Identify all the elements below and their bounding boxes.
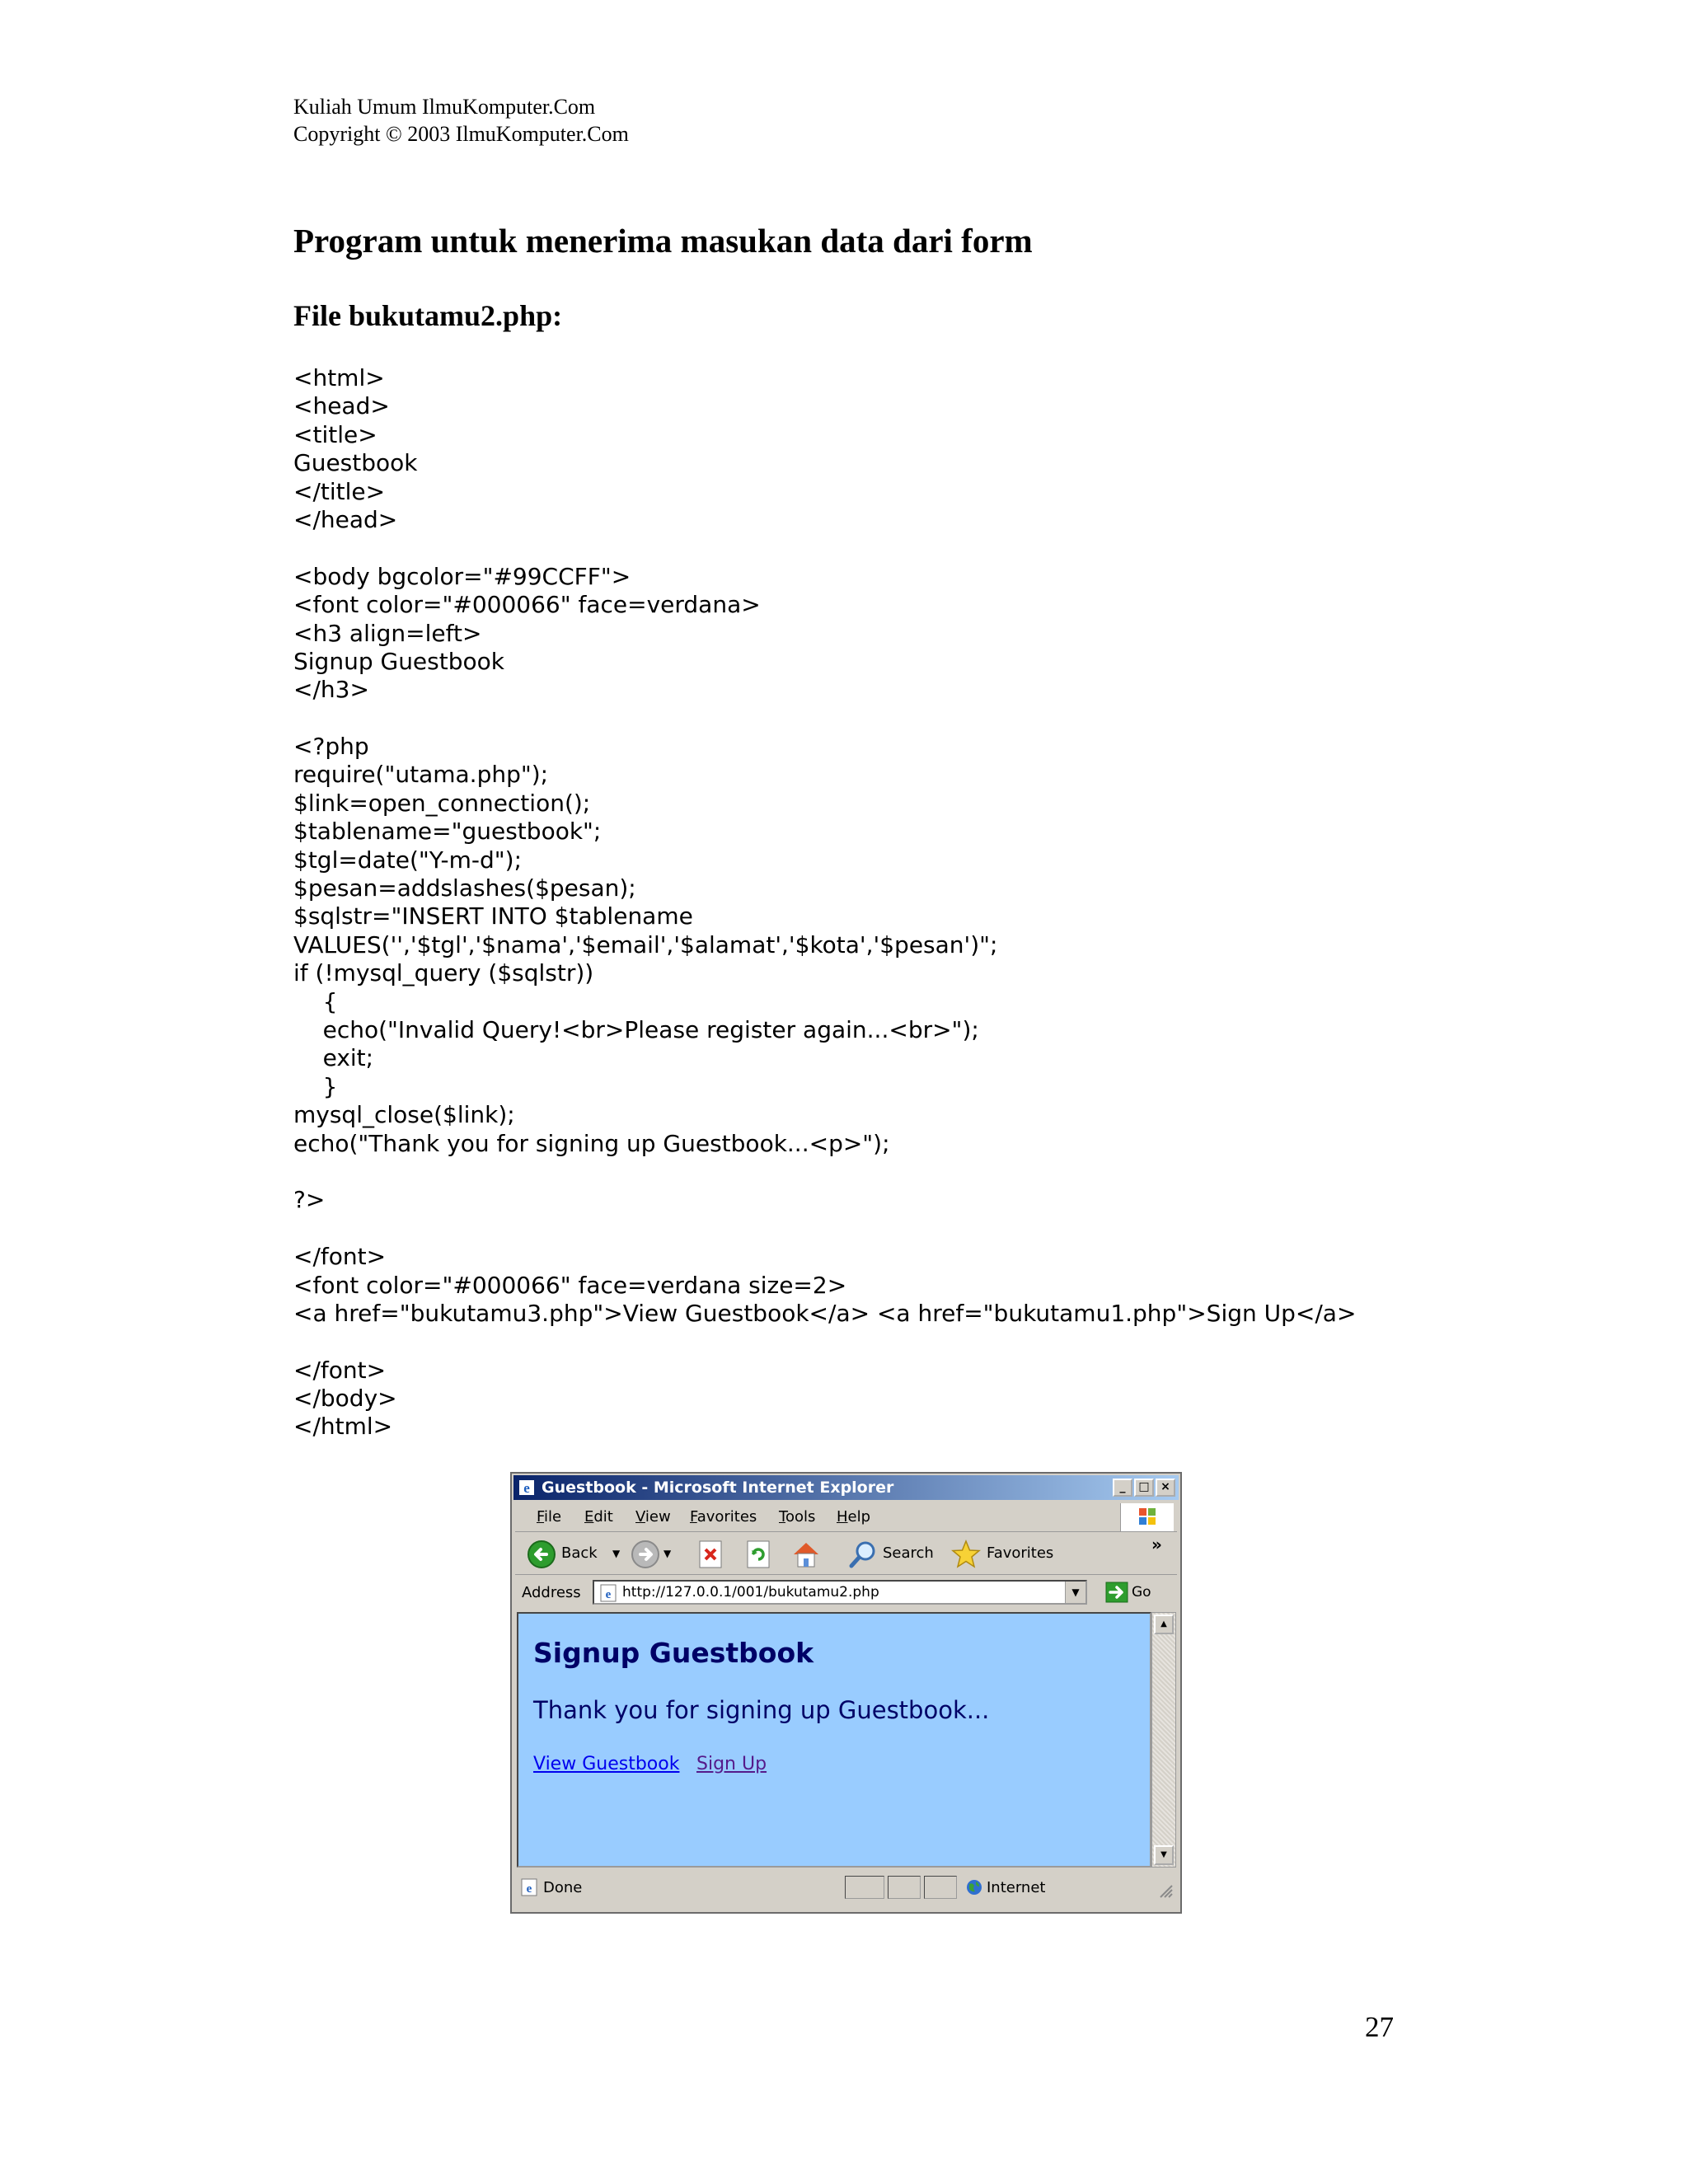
status-text: Done <box>543 1879 583 1896</box>
minimize-button[interactable]: _ <box>1113 1479 1132 1497</box>
code-line: <title> <box>293 420 377 448</box>
code-line: echo("Thank you for signing up Guestbook...<p>"); <box>293 1129 890 1157</box>
window-titlebar <box>513 1475 1179 1500</box>
sign-up-link[interactable]: Sign Up <box>696 1754 767 1774</box>
code-line: <html> <box>293 364 385 391</box>
favorites-button[interactable]: Favorites <box>987 1544 1054 1562</box>
code-line: </html> <box>293 1413 393 1441</box>
home-icon[interactable] <box>790 1540 822 1569</box>
code-line: Signup Guestbook <box>293 647 504 675</box>
security-zone: Internet <box>987 1879 1046 1896</box>
header-site-name: Kuliah Umum IlmuKomputer.Com <box>293 95 596 119</box>
code-line: </h3> <box>293 676 369 704</box>
svg-text:e: e <box>523 1480 530 1496</box>
vertical-scrollbar[interactable] <box>1151 1612 1176 1868</box>
code-line: VALUES('','$tgl','$nama','$email','$alamat','$kota','$pesan')"; <box>293 930 998 958</box>
page-icon <box>599 1584 617 1602</box>
code-line: Guestbook <box>293 449 418 477</box>
code-line <box>293 705 1530 733</box>
menu-file[interactable]: File <box>537 1508 562 1526</box>
back-button[interactable]: Back <box>561 1544 598 1562</box>
page-done-icon <box>520 1878 538 1896</box>
toolbar-more-chevron[interactable]: » <box>1151 1535 1162 1554</box>
menu-edit[interactable]: Edit <box>584 1508 613 1526</box>
code-line: </head> <box>293 505 398 533</box>
address-label: Address <box>522 1584 581 1601</box>
menu-help[interactable]: Help <box>837 1508 871 1526</box>
address-bar <box>515 1576 1177 1609</box>
address-input[interactable] <box>593 1580 1087 1605</box>
code-line: exit; <box>293 1044 374 1072</box>
refresh-icon[interactable] <box>744 1540 772 1569</box>
page-heading: Signup Guestbook <box>533 1637 814 1669</box>
code-line: <body bgcolor="#99CCFF"> <box>293 562 631 590</box>
search-icon[interactable] <box>848 1540 878 1569</box>
code-line: <h3 align=left> <box>293 619 482 647</box>
code-listing <box>293 364 1530 1441</box>
resize-grip-icon[interactable] <box>1157 1882 1174 1899</box>
scroll-down-icon[interactable]: ▼ <box>1154 1845 1174 1865</box>
code-line: <font color="#000066" face=verdana> <box>293 591 761 619</box>
header-copyright: Copyright © 2003 IlmuKomputer.Com <box>293 122 629 146</box>
page-number: 27 <box>1365 2011 1394 2043</box>
code-line: $pesan=addslashes($pesan); <box>293 874 636 902</box>
code-line: $sqlstr="INSERT INTO $tablename <box>293 902 693 930</box>
svg-text:e: e <box>526 1882 532 1896</box>
view-guestbook-link[interactable]: View Guestbook <box>533 1754 680 1774</box>
code-line: </body> <box>293 1385 397 1413</box>
browser-window <box>510 1472 1182 1914</box>
code-line: if (!mysql_query ($sqlstr)) <box>293 959 594 987</box>
code-line: require("utama.php"); <box>293 761 549 789</box>
code-line: $tablename="guestbook"; <box>293 818 602 846</box>
code-line: </font> <box>293 1243 387 1271</box>
code-line: } <box>293 1072 338 1100</box>
file-heading: File bukutamu2.php: <box>293 299 563 332</box>
menu-bar <box>515 1503 1177 1532</box>
menu-view[interactable]: View <box>635 1508 671 1526</box>
code-line: <font color="#000066" face=verdana size=2> <box>293 1271 847 1299</box>
maximize-button[interactable]: □ <box>1134 1479 1154 1497</box>
menu-favorites[interactable]: Favorites <box>690 1508 757 1526</box>
browser-viewport <box>517 1612 1151 1868</box>
windows-logo-icon <box>1120 1503 1174 1531</box>
status-bar <box>515 1872 1177 1905</box>
status-panel <box>924 1876 957 1899</box>
section-title: Program untuk menerima masukan data dari form <box>293 222 1033 260</box>
stop-icon[interactable] <box>696 1540 724 1569</box>
address-url: http://127.0.0.1/001/bukutamu2.php <box>622 1584 879 1601</box>
go-arrow-icon[interactable] <box>1105 1582 1128 1603</box>
menu-tools[interactable]: Tools <box>779 1508 816 1526</box>
svg-text:e: e <box>605 1588 612 1601</box>
code-line: </title> <box>293 477 386 505</box>
thank-you-message: Thank you for signing up Guestbook... <box>533 1696 990 1724</box>
code-line <box>293 1215 1530 1243</box>
code-line: <head> <box>293 392 390 420</box>
code-line: $tgl=date("Y-m-d"); <box>293 846 523 874</box>
favorites-star-icon[interactable] <box>950 1540 982 1569</box>
code-line: $link=open_connection(); <box>293 789 591 817</box>
back-dropdown-icon[interactable]: ▼ <box>612 1548 621 1559</box>
forward-dropdown-icon[interactable]: ▼ <box>663 1548 672 1559</box>
ie-logo-icon <box>518 1479 535 1496</box>
code-line <box>293 1328 1530 1356</box>
close-button[interactable]: × <box>1156 1479 1175 1497</box>
globe-icon <box>965 1878 983 1896</box>
code-line <box>293 1158 1530 1186</box>
code-line: <?php <box>293 733 369 761</box>
back-arrow-icon[interactable] <box>527 1540 556 1569</box>
code-line <box>293 534 1530 562</box>
code-line: ?> <box>293 1186 326 1214</box>
code-line: </font> <box>293 1356 387 1384</box>
code-line: <a href="bukutamu3.php">View Guestbook</a> <a href="bukutamu1.php">Sign Up</a> <box>293 1299 1357 1327</box>
scroll-up-icon[interactable]: ▲ <box>1154 1615 1174 1634</box>
go-button[interactable]: Go <box>1132 1584 1151 1601</box>
toolbar <box>515 1533 1177 1575</box>
window-title: Guestbook - Microsoft Internet Explorer <box>542 1479 894 1497</box>
search-button[interactable]: Search <box>883 1544 934 1562</box>
code-line: echo("Invalid Query!<br>Please register again...<br>"); <box>293 1015 979 1043</box>
code-line: { <box>293 987 338 1015</box>
status-panel <box>845 1876 884 1899</box>
forward-arrow-icon[interactable] <box>631 1540 660 1569</box>
address-dropdown-icon[interactable]: ▼ <box>1065 1582 1085 1603</box>
code-line: mysql_close($link); <box>293 1101 515 1129</box>
status-panel <box>888 1876 921 1899</box>
